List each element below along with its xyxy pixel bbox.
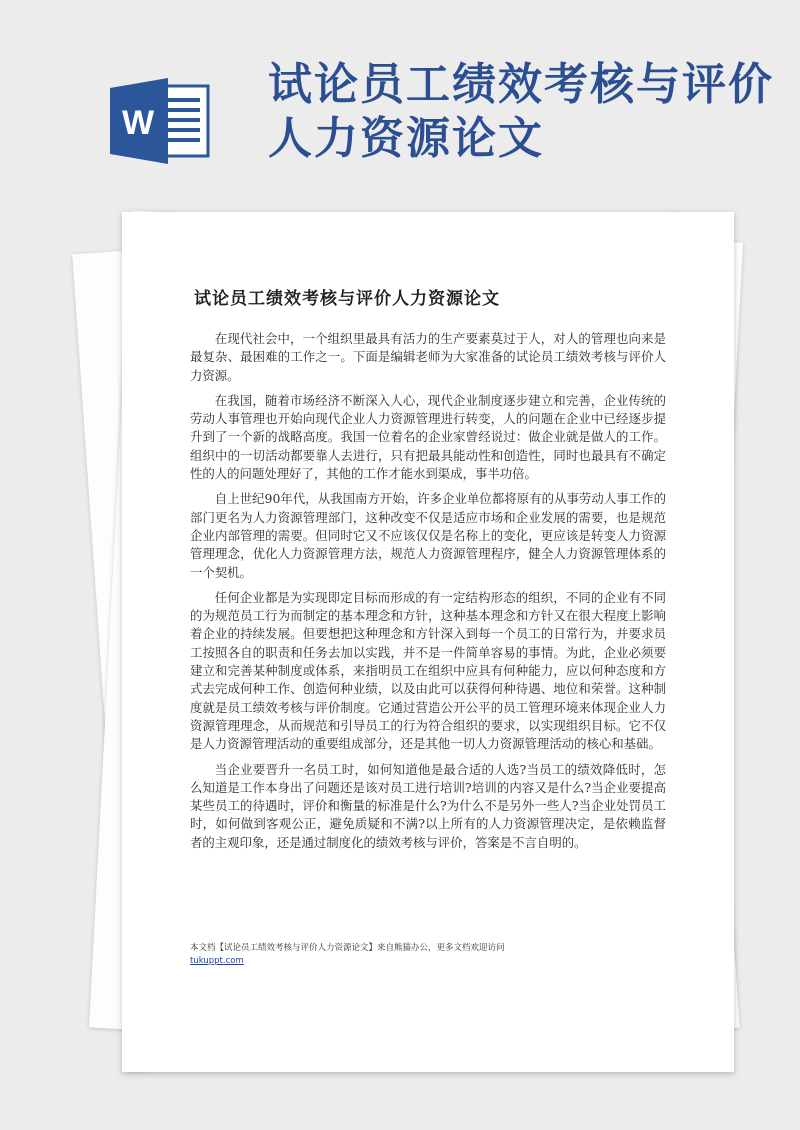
paragraph: 自上世纪90年代，从我国南方开始，许多企业单位都将原有的从事劳动人事工作的部门更名为人力资源管理部门，这种改变不仅是适应市场和企业发展的需要，也是规范企业内部管理的需要。但同时它又不应该仅仅是名称上的变化，更应该是转变人力资源管理理念，优化人力资源管理方法，规范人力资源管理程序，健全人力资源管理体系的一个契机。 (190, 491, 666, 580)
word-icon-letter: W (121, 104, 155, 142)
paragraph: 在现代社会中，一个组织里最具有活力的生产要素莫过于人，对人的管理也向来是最复杂、最困难的工作之一。下面是编辑老师为大家准备的试论员工绩效考核与评价人力资源。 (190, 331, 666, 383)
document-page (122, 212, 734, 1072)
paragraph: 任何企业都是为实现即定目标而形成的有一定结构形态的组织，不同的企业有不同的为规范员工行为而制定的基本理念和方针，这种基本理念和方针又在很大程度上影响着企业的持续发展。但要想把这种理念和方针深入到每一个员工的日常行为，并要求员工按照各自的职责和任务去加以实践，并不是一件简单容易的事情。为此，企业必须要建立和完善某种制度或体系，来指明员工在组织中应具有何种能力，应以何种态度和方式去完成何种工作、创造何种业绩，以及由此可以获得何种待遇、地位和荣誉。这种制度就是员工绩效考核与评价制度。它通过营造公开公平的员工管理环境来体现企业人力资源管理理念，从而规范和引导员工的行为符合组织的要求，以实现组织目标。它不仅是人力资源管理活动的重要组成部分，还是其他一切人力资源管理活动的核心和基础。 (190, 589, 666, 752)
document-footer (190, 942, 666, 968)
footer-text: 本文档【试论员工绩效考核与评价人力资源论文】来自熊猫办公，更多文档欢迎访问 (190, 943, 505, 953)
paragraph: 当企业要晋升一名员工时，如何知道他是最合适的人选?当员工的绩效降低时，怎么知道是工作本身出了问题还是该对员工进行培训?培训的内容又是什么?当企业要提高某些员工的待遇时，评价和衡量的标准是什么?为什么不是另外一些人?当企业处罚员工时，如何做到客观公正，避免质疑和不满?以上所有的人力资源管理决定，是依赖监督者的主观印象，还是通过制度化的绩效考核与评价，答案是不言自明的。 (190, 761, 666, 850)
page-title: 试论员工绩效考核与评价人力资源论文 (268, 59, 774, 164)
paragraph: 在我国，随着市场经济不断深入人心，现代企业制度逐步建立和完善，企业传统的劳动人事管理也开始向现代企业人力资源管理进行转变，人的问题在企业中已经逐步提升到了一个新的战略高度。我国一位着名的企业家曾经说过：做企业就是做人的工作。组织中的一切活动都要靠人去进行，只有把最具能动性和创造性，同时也最具有不确定性的人的问题处理好了，其他的工作才能水到渠成，事半功倍。 (190, 392, 666, 482)
document-body (190, 330, 666, 859)
footer-link[interactable]: tukuppt.com (190, 956, 244, 966)
document-title: 试论员工绩效考核与评价人力资源论文 (194, 289, 500, 309)
word-document-icon (108, 76, 212, 166)
